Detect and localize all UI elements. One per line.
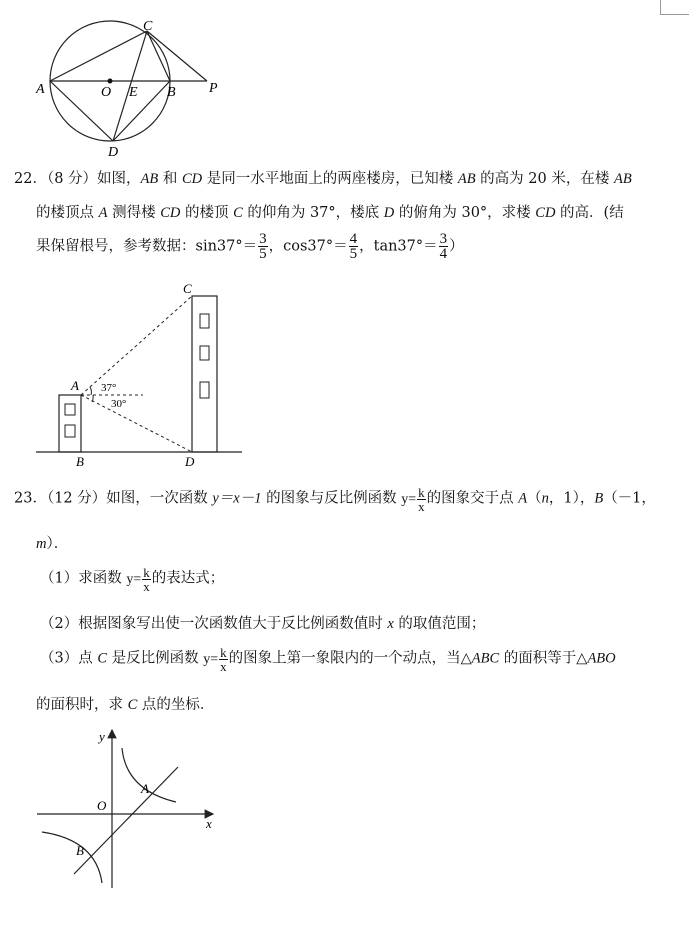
fig1-label-D: D (108, 145, 119, 160)
fig1-label-B: B (167, 85, 176, 100)
fig1-label-P: P (209, 81, 218, 96)
fig2-label-A: A (71, 378, 79, 393)
buildings-figure (30, 280, 250, 470)
fig2-label-B: B (76, 454, 84, 469)
fig3-label-O: O (97, 798, 107, 813)
fraction-k-over-x: y= $\frac{k}{x}$ (126, 565, 150, 594)
fraction-k-over-x: y= $\frac{k}{x}$ (203, 645, 227, 674)
fraction-tan: $\frac{3}{4}$ (439, 231, 448, 262)
fig1-label-A: A (36, 82, 45, 97)
q23-part-2: （2）根据图象写出使一次函数值大于反比例函数值时 x 的取值范围； (40, 616, 486, 632)
function-graph-figure (30, 725, 230, 895)
fig3-label-y: y (99, 729, 105, 744)
q23-line-1: 23．（12 分）如图，一次函数 y＝x－1 的图象与反比例函数 y= $\frac{k}{x}$ 的图象交于点 A（n，1），B（－1， (14, 485, 656, 514)
fraction-cos: $\frac{4}{5}$ (349, 231, 358, 262)
q22-line-1: 22．（8 分）如图，AB 和 CD 是同一水平地面上的两座楼房，已知楼 AB 的高为 20 米，在楼 AB (14, 171, 632, 187)
fig2-label-30: 30° (111, 398, 127, 410)
fig2-label-C: C (183, 281, 192, 296)
q23-part-3: （3）点 C 是反比例函数 y= $\frac{k}{x}$ 的图象上第一象限内的一个动点，当△ABC 的面积等于△ABO (40, 645, 616, 674)
fig1-label-E: E (129, 85, 138, 100)
fig2-label-37: 37° (101, 382, 117, 394)
fraction-sin: $\frac{3}{5}$ (259, 231, 267, 262)
q23-part-1: （1）求函数 y= $\frac{k}{x}$ 的表达式； (40, 565, 225, 594)
fraction-k-over-x: y= $\frac{k}{x}$ (401, 485, 425, 514)
fig1-label-C: C (143, 19, 153, 34)
fig2-label-D: D (185, 454, 195, 469)
q23-line-5: 的面积时，求 C 点的坐标． (36, 697, 215, 713)
fig3-label-x: x (206, 816, 212, 831)
circle-figure (30, 0, 270, 160)
fig3-label-B: B (76, 843, 84, 858)
q23-line-2: m）． (36, 536, 69, 552)
q22-line-2: 的楼顶点 A 测得楼 CD 的楼顶 C 的仰角为 37°，楼底 D 的俯角为 30°，求楼 CD 的高．(结 (36, 205, 624, 221)
fig1-label-O: O (101, 85, 112, 100)
fig3-label-A: A (141, 781, 149, 796)
page-corner-mark (660, 0, 689, 15)
q22-line-3: 果保留根号，参考数据：sin37°＝ $\frac{3}{5}$ ，cos37°＝ $\frac{4}{5}$ ，tan37°＝ $\frac{3}{4}$ ） (36, 231, 464, 262)
